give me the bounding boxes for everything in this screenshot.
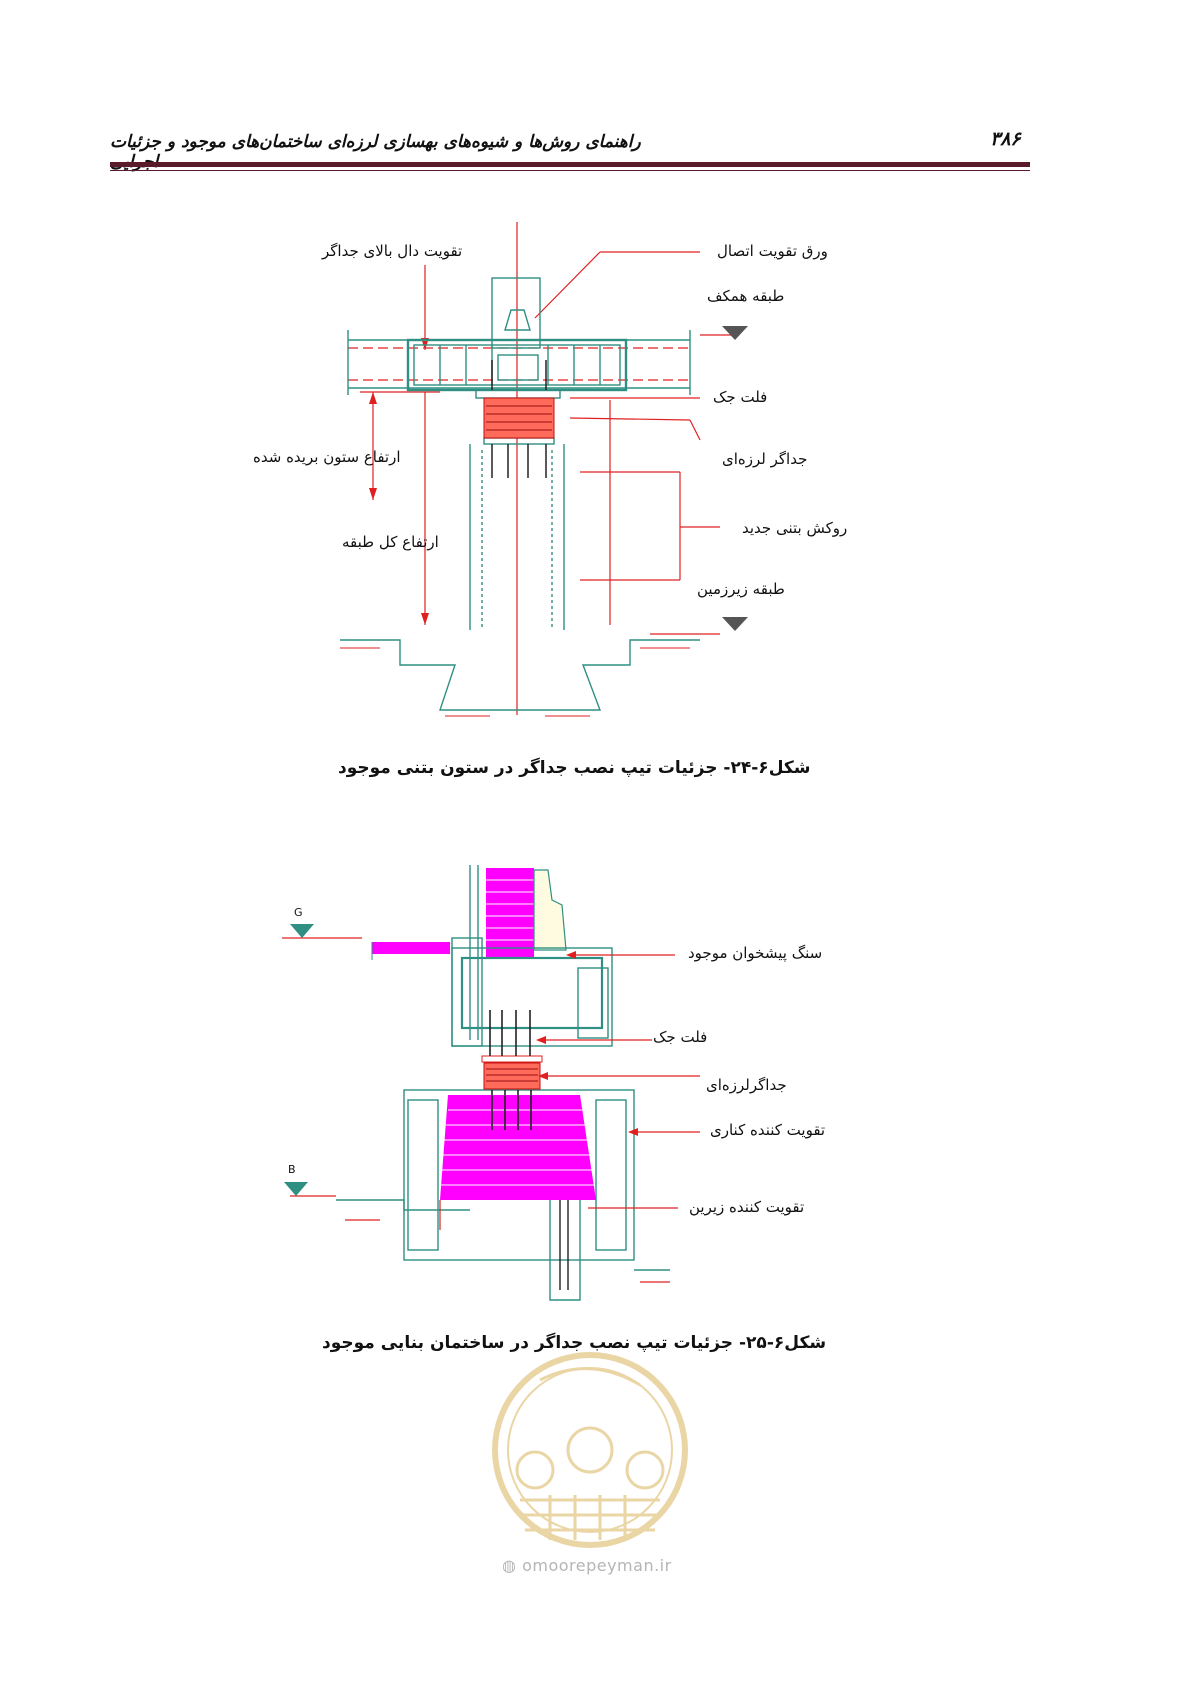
running-header-title: راهنمای روش‌ها و شیوه‌های بهسازی لرزه‌ای ساختمان‌های موجود و جزئیات — [110, 132, 641, 152]
label-bottom-strengthener: تقویت کننده زیرین — [689, 1198, 805, 1216]
label-ground-floor: طبقه همکف — [707, 287, 785, 305]
figure1-caption-number: شکل۶-۲۴- — [723, 758, 811, 778]
label-flat-jack: فلت جک — [713, 388, 768, 406]
label-existing-facing-stone: سنگ پیشخوان موجود — [688, 944, 823, 962]
label-level-g: G — [294, 906, 303, 919]
label-side-strengthener: تقویت کننده کناری — [710, 1121, 826, 1139]
figure2-caption-number: شکل۶-۲۵- — [738, 1333, 827, 1353]
label-connection-plate: ورق تقویت اتصال — [717, 242, 828, 260]
label-basement-floor: طبقه زیرزمین — [697, 580, 785, 598]
globe-icon: ◍ — [502, 1556, 517, 1575]
watermark-url: omoorepeyman.ir — [522, 1556, 672, 1575]
label-new-concrete-jacket: روکش بتنی جدید — [742, 519, 848, 537]
figure1-caption-text: جزئیات تیپ نصب جداگر در ستون بتنی موجود — [338, 758, 718, 778]
page-number: ۳۸۶ — [990, 128, 1021, 150]
label-flat-jack-2: فلت جک — [653, 1028, 708, 1046]
label-total-story-height: ارتفاع کل طبقه — [342, 533, 439, 551]
label-level-b: B — [288, 1163, 296, 1176]
label-seismic-isolator: جداگر لرزه‌ای — [722, 450, 808, 468]
label-slab-strengthening: تقویت دال بالای جداگر — [322, 242, 463, 260]
label-seismic-isolator-2: جداگرلرزه‌ای — [706, 1076, 787, 1094]
watermark-text — [502, 1556, 672, 1575]
label-cut-column-height: ارتفاع ستون بریده شده — [253, 448, 401, 466]
figure2-caption-text: جزئیات تیپ نصب جداگر در ساختمان بنایی موجود — [322, 1333, 734, 1353]
